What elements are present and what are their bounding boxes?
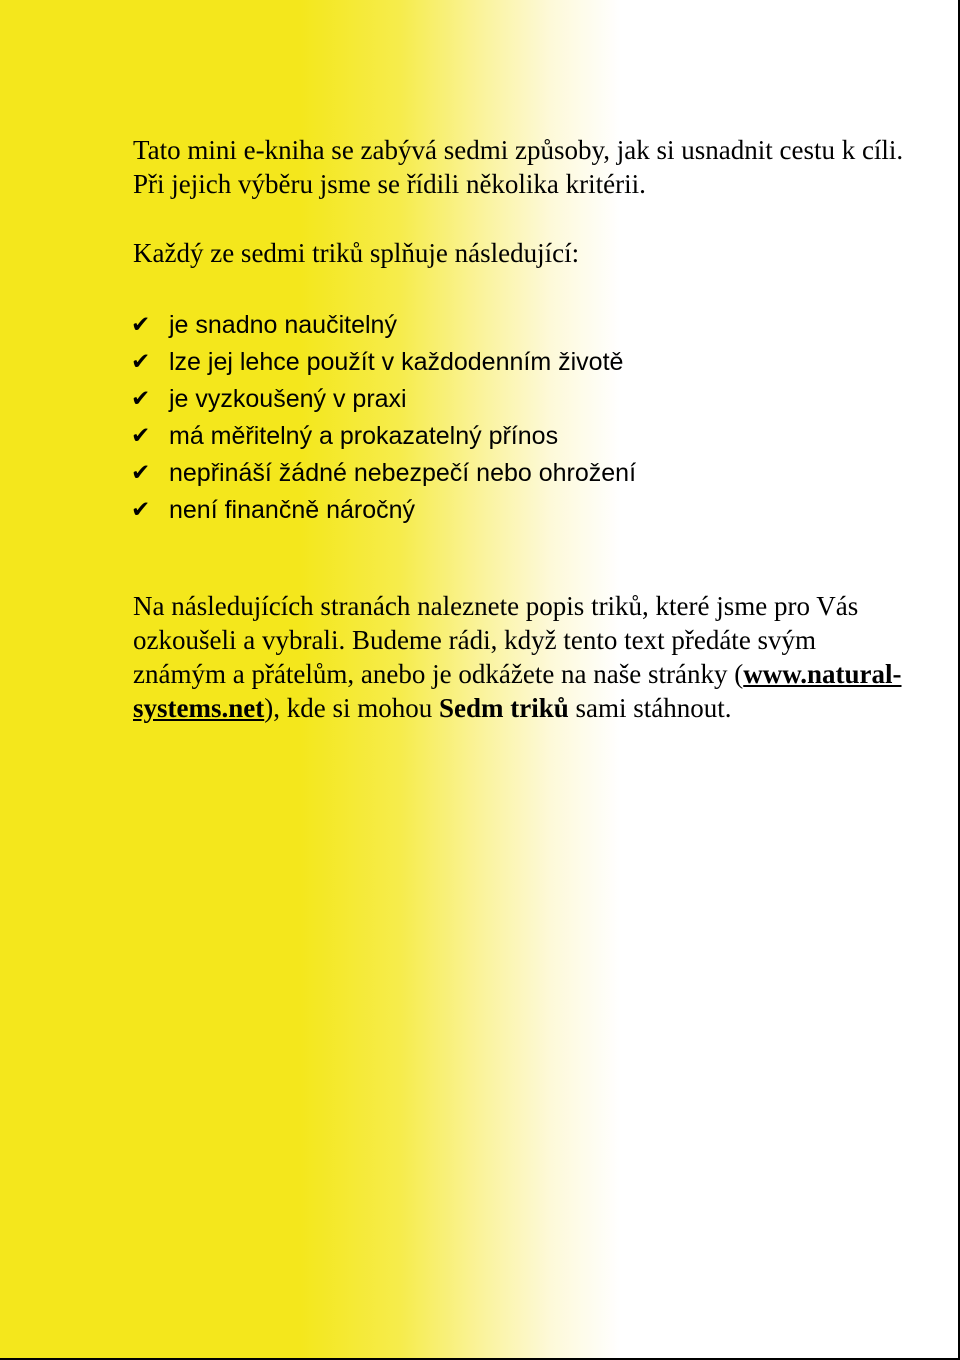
- document-body: [133, 133, 913, 725]
- list-item-text: nepřináší žádné nebezpečí nebo ohrožení: [169, 459, 637, 487]
- list-item: [131, 344, 913, 381]
- closing-text-2: ), kde si mohou: [264, 693, 439, 723]
- list-item: [131, 418, 913, 455]
- list-item-text: není finančně náročný: [169, 496, 416, 524]
- checkmark-icon: ✔: [131, 460, 151, 486]
- list-item-text: má měřitelný a prokazatelný přínos: [169, 422, 559, 450]
- checkmark-icon: ✔: [131, 423, 151, 449]
- list-item: [131, 381, 913, 418]
- website-link[interactable]: www.natural-systems.net: [133, 659, 902, 723]
- list-item-text: je vyzkoušený v praxi: [169, 385, 407, 413]
- criteria-list: [131, 307, 913, 529]
- closing-paragraph: [133, 589, 913, 725]
- list-item-text: lze jej lehce použít v každodenním životě: [169, 348, 624, 376]
- closing-text-3: sami stáhnout.: [568, 693, 732, 723]
- checkmark-icon: ✔: [131, 386, 151, 412]
- checkmark-icon: ✔: [131, 497, 151, 523]
- intro-paragraph: Tato mini e-kniha se zabývá sedmi způsoby, jak si usnadnit cestu k cíli. Při jejich výběru jsme se řídili několika kritérii.: [133, 135, 904, 199]
- list-item: [131, 492, 913, 529]
- list-item: [131, 307, 913, 344]
- ebook-title: Sedm triků: [438, 693, 569, 723]
- list-item: [131, 455, 913, 492]
- criteria-lead: Každý ze sedmi triků splňuje následující:: [133, 238, 580, 268]
- checkmark-icon: ✔: [131, 312, 151, 338]
- list-item-text: je snadno naučitelný: [169, 311, 397, 339]
- closing-text-1: Na následujících stranách naleznete popis triků, které jsme pro Vás ozkoušeli a vybrali. Budeme rádi, když tento text předáte svým známým a přátelům, anebo je odkážete na naše stránky (: [133, 591, 859, 689]
- checkmark-icon: ✔: [131, 349, 151, 375]
